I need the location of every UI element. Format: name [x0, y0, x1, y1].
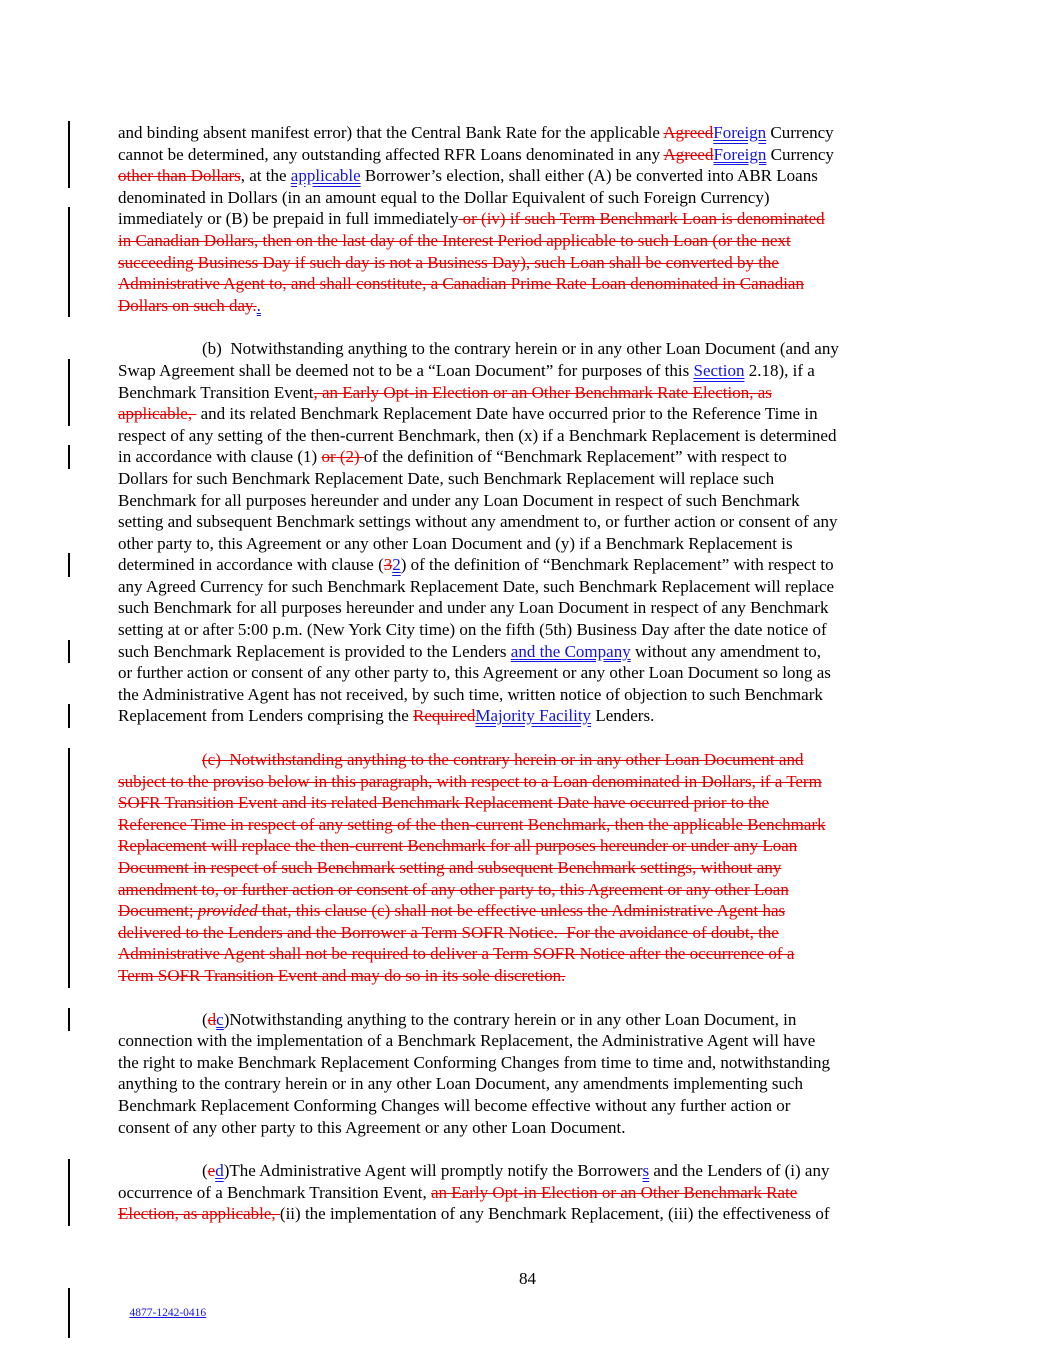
- document-line: [118, 922, 944, 944]
- change-bar: [68, 1008, 70, 1032]
- document-line: [118, 684, 944, 706]
- deleted-text: applicable,: [118, 404, 197, 424]
- document-line: [118, 597, 944, 619]
- change-bar: [68, 164, 70, 188]
- document-line: [118, 533, 944, 555]
- change-bar: [68, 964, 70, 988]
- text-run: connection with the implementation of a Benchmark Replacement, the Administrative Agent will have: [118, 1031, 816, 1051]
- deleted-text: subject to the proviso below in this paragraph, with respect to a Loan denominated in Dollars, if a Term: [118, 771, 822, 791]
- text-run: Benchmark for all purposes hereunder and under any Loan Document in respect of such Benchmark: [118, 490, 800, 510]
- document-line: [118, 771, 944, 793]
- deleted-text: succeeding Business Day if such day is not a Business Day), such Loan shall be converted by the: [118, 252, 779, 272]
- document-line: [118, 879, 944, 901]
- inserted-text: Foreign: [713, 123, 767, 142]
- text-run: (b) Notwithstanding anything to the contrary herein or in any other Loan Document (and any: [202, 339, 839, 359]
- change-bar: [68, 1159, 70, 1183]
- inserted-text: Majority Facility: [475, 706, 592, 726]
- document-line: [118, 1182, 944, 1204]
- deleted-text: that, this clause (c) shall not be effective unless the Administrative Agent has: [257, 901, 786, 921]
- inserted-text: c: [216, 1009, 224, 1029]
- text-run: , at the: [240, 166, 291, 186]
- change-bar: [68, 294, 70, 318]
- change-bar: [68, 1202, 70, 1226]
- inserted-text: applicable: [290, 166, 361, 186]
- document-line: [118, 382, 944, 404]
- paragraph: [118, 338, 944, 727]
- text-run: of the definition of “Benchmark Replacement” with respect to: [363, 447, 787, 467]
- text-run: denominated in Dollars (in an amount equal to the Dollar Equivalent of such Foreign Currency): [118, 187, 770, 207]
- change-bar: [68, 251, 70, 275]
- page-number: 84: [519, 1269, 536, 1288]
- text-run: consent of any other party to this Agreement or any other Loan Document.: [118, 1117, 626, 1137]
- deleted-text: in Canadian Dollars, then on the last day of the Interest Period applicable to such Loan (or the next: [118, 230, 791, 250]
- document-line: [118, 1160, 944, 1182]
- paragraph: [118, 1009, 944, 1139]
- text-run: respect of any setting of the then-current Benchmark, then (x) if a Benchmark Replacement is determined: [118, 425, 837, 445]
- document-line: [118, 468, 944, 490]
- text-run: Dollars for such Benchmark Replacement Date, such Benchmark Replacement will replace such: [118, 468, 775, 488]
- deleted-text: Election, as applicable,: [118, 1204, 280, 1224]
- inserted-text: Foreign: [713, 144, 767, 164]
- document-line: [118, 511, 944, 533]
- deleted-text: Required: [413, 706, 476, 726]
- change-bar: [68, 878, 70, 902]
- document-line: [118, 943, 944, 965]
- deleted-text: Dollars on such day.: [118, 295, 257, 315]
- document-line: [118, 1203, 944, 1225]
- text-run: Benchmark Replacement Conforming Changes will become effective without any further action or: [118, 1095, 791, 1115]
- inserted-text: Section: [693, 360, 745, 380]
- document-line: [118, 576, 944, 598]
- text-run: immediately or (B) be prepaid in full immediately: [118, 209, 459, 229]
- document-line: [118, 749, 944, 771]
- document-line: [118, 1095, 944, 1117]
- deleted-text: amendment to, or further action or consent of any other party to, this Agreement or any other Loan: [118, 879, 789, 899]
- document-line: [118, 662, 944, 684]
- text-run: and its related Benchmark Replacement Date have occurred prior to the Reference Time in: [196, 404, 818, 424]
- paragraph: [118, 1160, 944, 1225]
- deleted-text: e: [207, 1161, 216, 1181]
- change-bar: [68, 143, 70, 167]
- deleted-text: , an Early Opt-in Election or an Other Benchmark Rate Election, as: [313, 382, 772, 402]
- text-run: or further action or consent of any other party to, this Agreement or any other Loan Document so long as: [118, 663, 831, 683]
- text-run: anything to the contrary herein or in any other Loan Document, any amendments implementing such: [118, 1074, 804, 1094]
- change-bar: [68, 791, 70, 815]
- text-run: and binding absent manifest error) that the Central Bank Rate for the applicable: [118, 123, 664, 142]
- document-line: [118, 1052, 944, 1074]
- document-line: [118, 187, 944, 209]
- text-run: Benchmark Transition Event: [118, 382, 314, 402]
- change-bar: [68, 921, 70, 945]
- document-line: [118, 857, 944, 879]
- change-bar: [68, 1181, 70, 1205]
- deleted-text: or (iv) if such Term Benchmark Loan is denominated: [458, 209, 825, 229]
- deleted-text: (c) Notwithstanding anything to the contrary herein or in any other Loan Document and: [202, 750, 804, 770]
- deleted-text: d: [207, 1009, 217, 1029]
- document-line: [118, 814, 944, 836]
- text-run: (ii) the implementation of any Benchmark Replacement, (iii) the effectiveness of: [279, 1204, 830, 1224]
- document-line: [118, 165, 944, 187]
- deleted-text: Document in respect of such Benchmark setting and subsequent Benchmark settings, without any: [118, 858, 782, 877]
- document-line: [118, 705, 944, 727]
- deleted-text: Administrative Agent to, and shall constitute, a Canadian Prime Rate Loan denominated in Canadian: [118, 274, 804, 294]
- footer-stamp-line: [118, 1289, 206, 1337]
- change-bar: [68, 770, 70, 794]
- text-run: in accordance with clause (1): [118, 447, 322, 467]
- document-line: [118, 1073, 944, 1095]
- text-run: and the Lenders of (i) any: [649, 1161, 830, 1181]
- deleted-text: SOFR Transition Event and its related Benchmark Replacement Date have occurred prior to the: [118, 793, 770, 813]
- document-line: [118, 425, 944, 447]
- deleted-text: or (2): [321, 447, 364, 467]
- text-run: occurrence of a Benchmark Transition Event,: [118, 1182, 431, 1202]
- document-line: [118, 554, 944, 576]
- text-run: determined in accordance with clause (: [118, 555, 384, 575]
- deleted-text: delivered to the Lenders and the Borrower a Term SOFR Notice. For the avoidance of doubt, the: [118, 922, 779, 942]
- inserted-text: s: [642, 1161, 650, 1181]
- document-line: [118, 144, 944, 166]
- document-line: [118, 122, 944, 144]
- document-line: [118, 446, 944, 468]
- change-bar: [68, 445, 70, 469]
- change-bar: [68, 229, 70, 253]
- text-run: setting and subsequent Benchmark settings without any amendment to, or further action or consent of any: [118, 512, 838, 532]
- document-line: [118, 619, 944, 641]
- document-line: [118, 1009, 944, 1031]
- doc-stamp: 4877-1242-0416: [129, 1307, 207, 1319]
- text-run: Lenders.: [591, 706, 655, 726]
- deleted-text: Replacement will replace the then-current Benchmark for all purposes hereunder or under any Loan: [118, 836, 798, 856]
- text-run: Replacement from Lenders comprising the: [118, 706, 414, 726]
- deleted-text: Agreed: [663, 123, 714, 142]
- document-line: [118, 965, 944, 987]
- document-line: [118, 792, 944, 814]
- text-run: such Benchmark Replacement is provided to the Lenders: [118, 641, 511, 661]
- change-bar: [68, 704, 70, 728]
- text-run: ) of the definition of “Benchmark Replacement” with respect to: [400, 555, 834, 575]
- inserted-text: 2: [392, 555, 401, 575]
- text-run: such Benchmark for all purposes hereunder and under any Loan Document in respect of any Benchmark: [118, 598, 829, 618]
- inserted-text: d: [215, 1161, 224, 1181]
- change-bar: [68, 121, 70, 145]
- text-run: any Agreed Currency for such Benchmark Replacement Date, such Benchmark Replacement will replace: [118, 576, 835, 596]
- change-bar: [68, 381, 70, 405]
- deleted-text: 3: [383, 555, 393, 575]
- document-line: [118, 403, 944, 425]
- change-bar: [68, 834, 70, 858]
- document-body: [118, 122, 944, 1225]
- text-run: Currency: [766, 144, 834, 164]
- change-bar: [68, 813, 70, 837]
- deleted-text: Reference Time in respect of any setting of the then-current Benchmark, then the applicable Benchmark: [118, 814, 826, 834]
- paragraph: [118, 122, 944, 316]
- document-line: [118, 835, 944, 857]
- document-line: [118, 230, 944, 252]
- document-line: [118, 338, 944, 360]
- text-run: without any amendment to,: [630, 641, 821, 661]
- text-run: the right to make Benchmark Replacement Conforming Changes from time to time and, notwithstanding: [118, 1052, 830, 1072]
- deleted-text: Agreed: [663, 144, 714, 164]
- change-bar: [68, 640, 70, 664]
- text-run: )The Administrative Agent will promptly notify the Borrower: [223, 1161, 643, 1181]
- change-bar: [68, 942, 70, 966]
- text-run: other party to, this Agreement or any other Loan Document and (y) if a Benchmark Replacement is: [118, 533, 793, 553]
- document-line: [118, 295, 944, 317]
- change-bar: [68, 748, 70, 772]
- deleted-text: provided: [197, 901, 258, 921]
- deleted-text: Term SOFR Transition Event and may do so in its sole discretion.: [118, 965, 566, 985]
- deleted-text: an Early Opt-in Election or an Other Benchmark Rate: [431, 1182, 798, 1202]
- document-line: [118, 641, 944, 663]
- text-run: Swap Agreement shall be deemed not to be a “Loan Document” for purposes of this: [118, 360, 694, 380]
- change-bar: [68, 899, 70, 923]
- deleted-text: other than Dollars: [118, 166, 241, 186]
- change-bar: [68, 553, 70, 577]
- deleted-text: Administrative Agent shall not be required to deliver a Term SOFR Notice after the occurrence of a: [118, 944, 795, 964]
- document-line: [118, 900, 944, 922]
- change-bar: [68, 207, 70, 231]
- inserted-text: and the Company: [510, 641, 631, 661]
- document-line: [118, 360, 944, 382]
- document-line: [118, 490, 944, 512]
- text-run: cannot be determined, any outstanding affected RFR Loans denominated in any: [118, 144, 664, 164]
- change-bar: [68, 359, 70, 383]
- change-bar: [68, 402, 70, 426]
- change-bar: [68, 272, 70, 296]
- document-line: [118, 273, 944, 295]
- text-run: setting at or after 5:00 p.m. (New York City time) on the fifth (5th) Business Day after the date notice of: [118, 620, 827, 640]
- paragraph: [118, 749, 944, 987]
- text-run: )Notwithstanding anything to the contrary herein or in any other Loan Document, in: [223, 1009, 797, 1029]
- text-run: Borrower’s election, shall either (A) be converted into ABR Loans: [360, 166, 818, 186]
- document-line: [118, 252, 944, 274]
- text-run: Currency: [766, 123, 834, 142]
- change-bar: [68, 1288, 70, 1338]
- document-line: [118, 1030, 944, 1052]
- text-run: (: [202, 1009, 208, 1029]
- deleted-text: Document;: [118, 901, 198, 921]
- inserted-text: .: [256, 295, 261, 315]
- text-run: 2.18), if a: [744, 360, 815, 380]
- document-line: [118, 208, 944, 230]
- text-run: the Administrative Agent has not received, by such time, written notice of objection to such Benchmark: [118, 684, 823, 704]
- text-run: (: [202, 1161, 208, 1181]
- document-line: [118, 1117, 944, 1139]
- change-bar: [68, 856, 70, 880]
